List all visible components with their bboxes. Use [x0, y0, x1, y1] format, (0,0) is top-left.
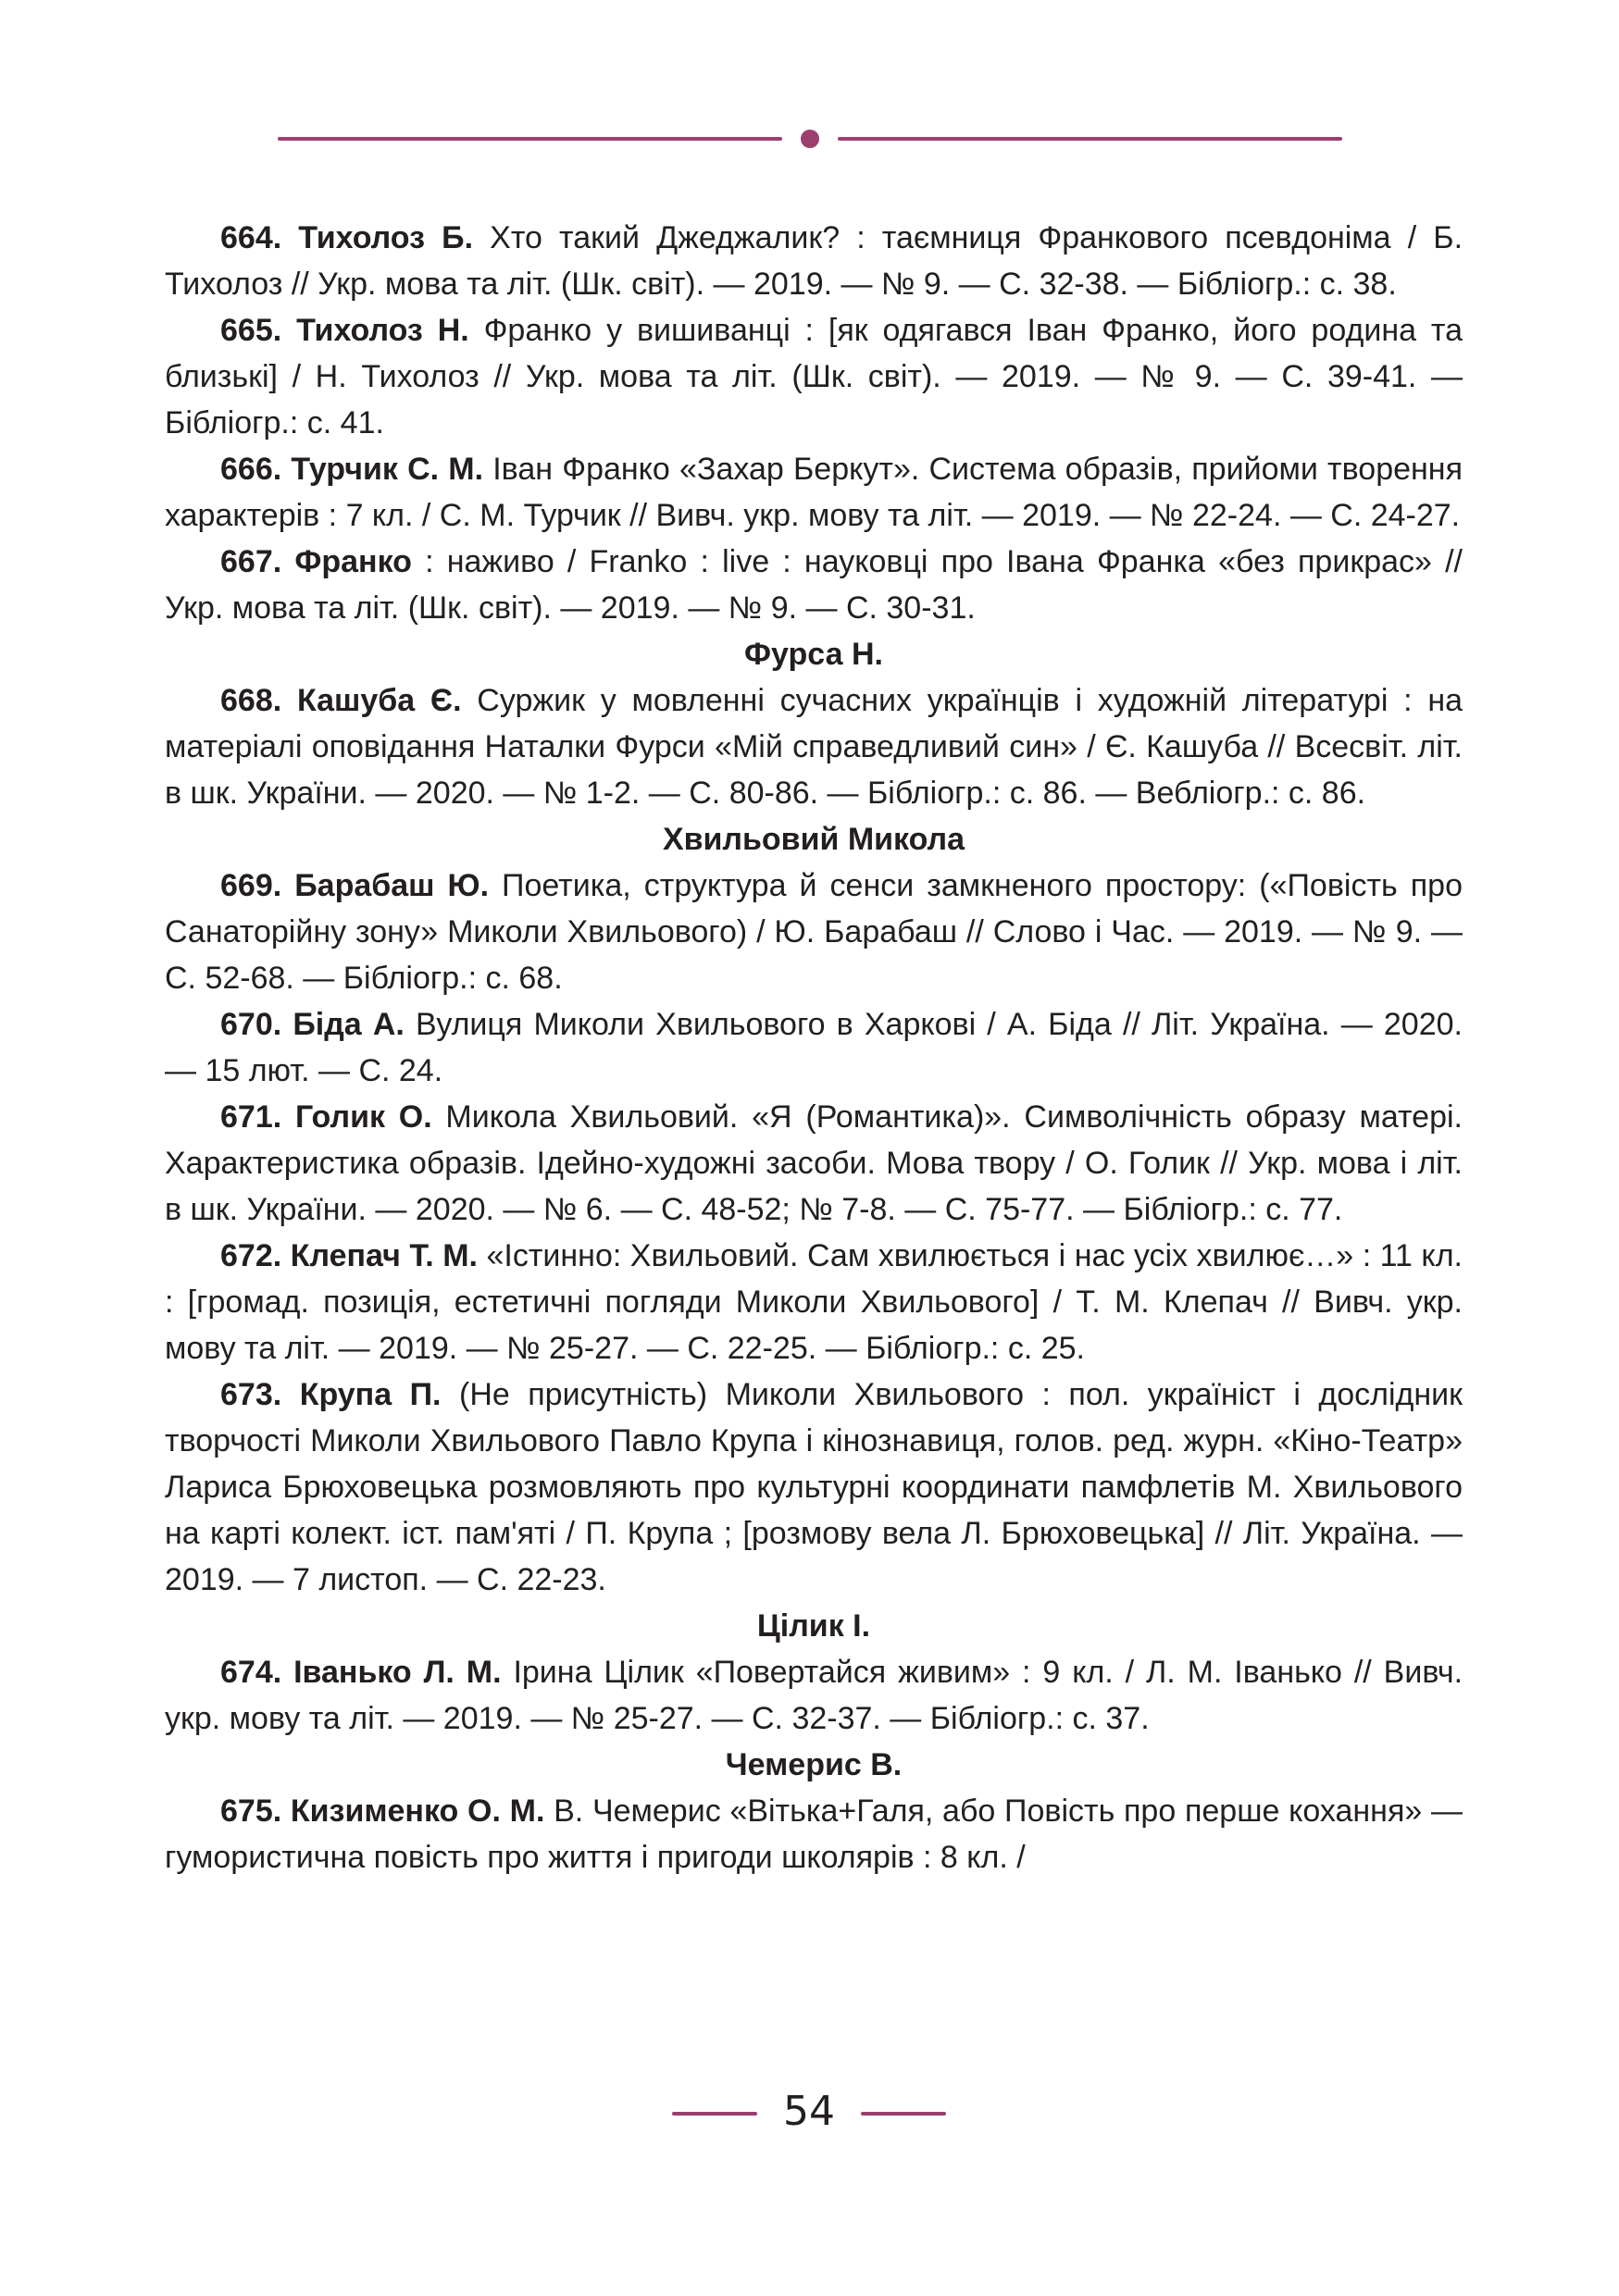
entry-text: Франко у вишиванці : [як одягався Іван Франко, його родина та близькі] / Н. Тихолоз // Укр. мова та літ. (Шк. світ). — 2019. — № 9. — С. 39-41. — Бібліогр.: с. 41.: [165, 313, 1463, 441]
bibliography-entry: [165, 307, 1463, 446]
section-heading: Хвильовий Микола: [662, 822, 965, 857]
section-heading: Цілик І.: [756, 1608, 871, 1644]
entry-author: Крупа П.: [299, 1377, 442, 1412]
entry-text: : наживо / Franko : live : науковці про Івана Франка «без прикрас» // Укр. мова та літ. (Шк. світ). — 2019. — № 9. — С. 30-31.: [165, 544, 1463, 626]
section-heading: Чемерис В.: [725, 1747, 903, 1782]
entry-lead: [220, 1238, 478, 1273]
entry-author: Тихолоз Б.: [298, 220, 474, 255]
footer-left-line: [672, 2112, 757, 2116]
bibliography-entry: [165, 215, 1463, 307]
entry-lead: [220, 868, 489, 903]
bibliography-list: [165, 215, 1463, 1880]
entry-text: Поетика, структура й сенси замкненого простору: («Повість про Санаторійну зону» Миколи Хвильового) / Ю. Барабаш // Слово і Час. — 2019. — № 9. — С. 52-68. — Бібліогр.: с. 68.: [165, 868, 1463, 996]
bibliography-entry: [165, 1788, 1463, 1880]
bibliography-entry: [165, 446, 1463, 539]
entry-text: В. Чемерис «Вітька+Галя, або Повість про перше кохання» — гумористична повість про життя і пригоди школярів : 8 кл. /: [165, 1793, 1463, 1875]
entry-number: 666.: [220, 452, 282, 487]
entry-text: Суржик у мовленні сучасних українців і художній літературі : на матеріалі оповідання Наталки Фурси «Мій справедливий син» / Є. Кашуба // Всесвіт. літ. в шк. України. — 2020. — № 1-2. — С. 80-86. — Бібліогр.: с. 86. — Вебліогр.: с. 86.: [165, 683, 1463, 811]
entry-text: «Істинно: Хвильовий. Сам хвилюється і нас усіх хвилює…» : 11 кл. : [громад. позиція, естетичні погляди Миколи Хвильового] / Т. М. Клепач // Вивч. укр. мову та літ. — 2019. — № 25-27. — С. 22-25. — Бібліогр.: с. 25.: [165, 1238, 1463, 1366]
entry-author: Франко: [294, 544, 412, 579]
top-decorative-rule: [278, 130, 1342, 148]
bibliography-entry: [165, 1233, 1463, 1371]
bibliography-entry: [165, 863, 1463, 1001]
entry-author: Турчик С. М.: [291, 452, 484, 487]
top-rule-right-line: [838, 137, 1342, 141]
entry-text: Ірина Цілик «Повертайся живим» : 9 кл. / Л. М. Іванько // Вивч. укр. мову та літ. — 2019. — № 25-27. — С. 32-37. — Бібліогр.: с. 37.: [165, 1655, 1463, 1736]
entry-author: Тихолоз Н.: [296, 313, 469, 348]
entry-author: Голик О.: [294, 1099, 432, 1135]
entry-text: Хто такий Джеджалик? : таємниця Франкового псевдоніма / Б. Тихолоз // Укр. мова та літ. (Шк. світ). — 2019. — № 9. — С. 32-38. — Бібліогр.: с. 38.: [165, 220, 1463, 302]
entry-number: 667.: [220, 544, 282, 579]
footer-right-line: [861, 2112, 946, 2116]
entry-lead: [220, 544, 412, 579]
bibliography-entry: [165, 677, 1463, 816]
entry-number: 672.: [220, 1238, 282, 1273]
entry-lead: [220, 313, 469, 348]
entry-number: 668.: [220, 683, 282, 718]
entry-number: 665.: [220, 313, 282, 348]
entry-text: Іван Франко «Захар Беркут». Система образів, прийоми творення характерів : 7 кл. / С. М. Турчик // Вивч. укр. мову та літ. — 2019. — № 22-24. — С. 24-27.: [165, 452, 1463, 533]
entry-author: Кизименко О. М.: [290, 1793, 545, 1829]
entry-author: Біда А.: [293, 1007, 405, 1042]
bibliography-entry: [165, 1649, 1463, 1742]
entry-number: 674.: [220, 1655, 282, 1690]
entry-number: 664.: [220, 220, 282, 255]
entry-lead: [220, 1007, 405, 1042]
entry-author: Іванько Л. М.: [293, 1655, 502, 1690]
entry-text: Вулиця Миколи Хвильового в Харкові / А. Біда // Літ. Україна. — 2020. — 15 лют. — С. 24.: [165, 1007, 1463, 1088]
bibliography-entry: [165, 539, 1463, 631]
entry-number: 673.: [220, 1377, 282, 1412]
entry-lead: [220, 1099, 432, 1135]
bibliography-entry: [165, 1371, 1463, 1603]
entry-lead: [220, 220, 473, 255]
entry-text: (Не присутність) Миколи Хвильового : пол. україніст і дослідник творчості Миколи Хвильового Павло Крупа і кінознавиця, голов. ред. журн. «Кіно-Театр» Лариса Брюховецька розмовляють про культурні координати памфлетів М. Хвильового на карті колект. іст. пам'яті / П. Крупа ; [розмову вела Л. Брюховецька] // Літ. Україна. — 2019. — 7 листоп. — С. 22-23.: [165, 1377, 1463, 1597]
bibliography-entry: [165, 1094, 1463, 1233]
entry-author: Барабаш Ю.: [294, 868, 490, 903]
entry-number: 670.: [220, 1007, 282, 1042]
entry-lead: [220, 452, 483, 487]
entry-number: 675.: [220, 1793, 282, 1829]
bibliography-entry: [165, 1001, 1463, 1094]
entry-number: 671.: [220, 1099, 282, 1135]
page-number: 54: [783, 2088, 835, 2135]
entry-author: Кашуба Є.: [296, 683, 462, 718]
entry-lead: [220, 1377, 442, 1412]
top-rule-left-line: [278, 137, 782, 141]
entry-text: Микола Хвильовий. «Я (Романтика)». Символічність образу матері. Характеристика образів. Ідейно-художні засоби. Мова твору / О. Голик // Укр. мова і літ. в шк. України. — 2020. — № 6. — С. 48-52; № 7-8. — С. 75-77. — Бібліогр.: с. 77.: [165, 1099, 1463, 1227]
entry-lead: [220, 1793, 544, 1829]
page-footer: [0, 2084, 1619, 2140]
entry-number: 669.: [220, 868, 282, 903]
entry-lead: [220, 1655, 502, 1690]
entry-lead: [220, 683, 462, 718]
section-heading: Фурса Н.: [744, 637, 883, 672]
top-rule-dot: [801, 130, 819, 148]
entry-author: Клепач Т. М.: [290, 1238, 478, 1273]
